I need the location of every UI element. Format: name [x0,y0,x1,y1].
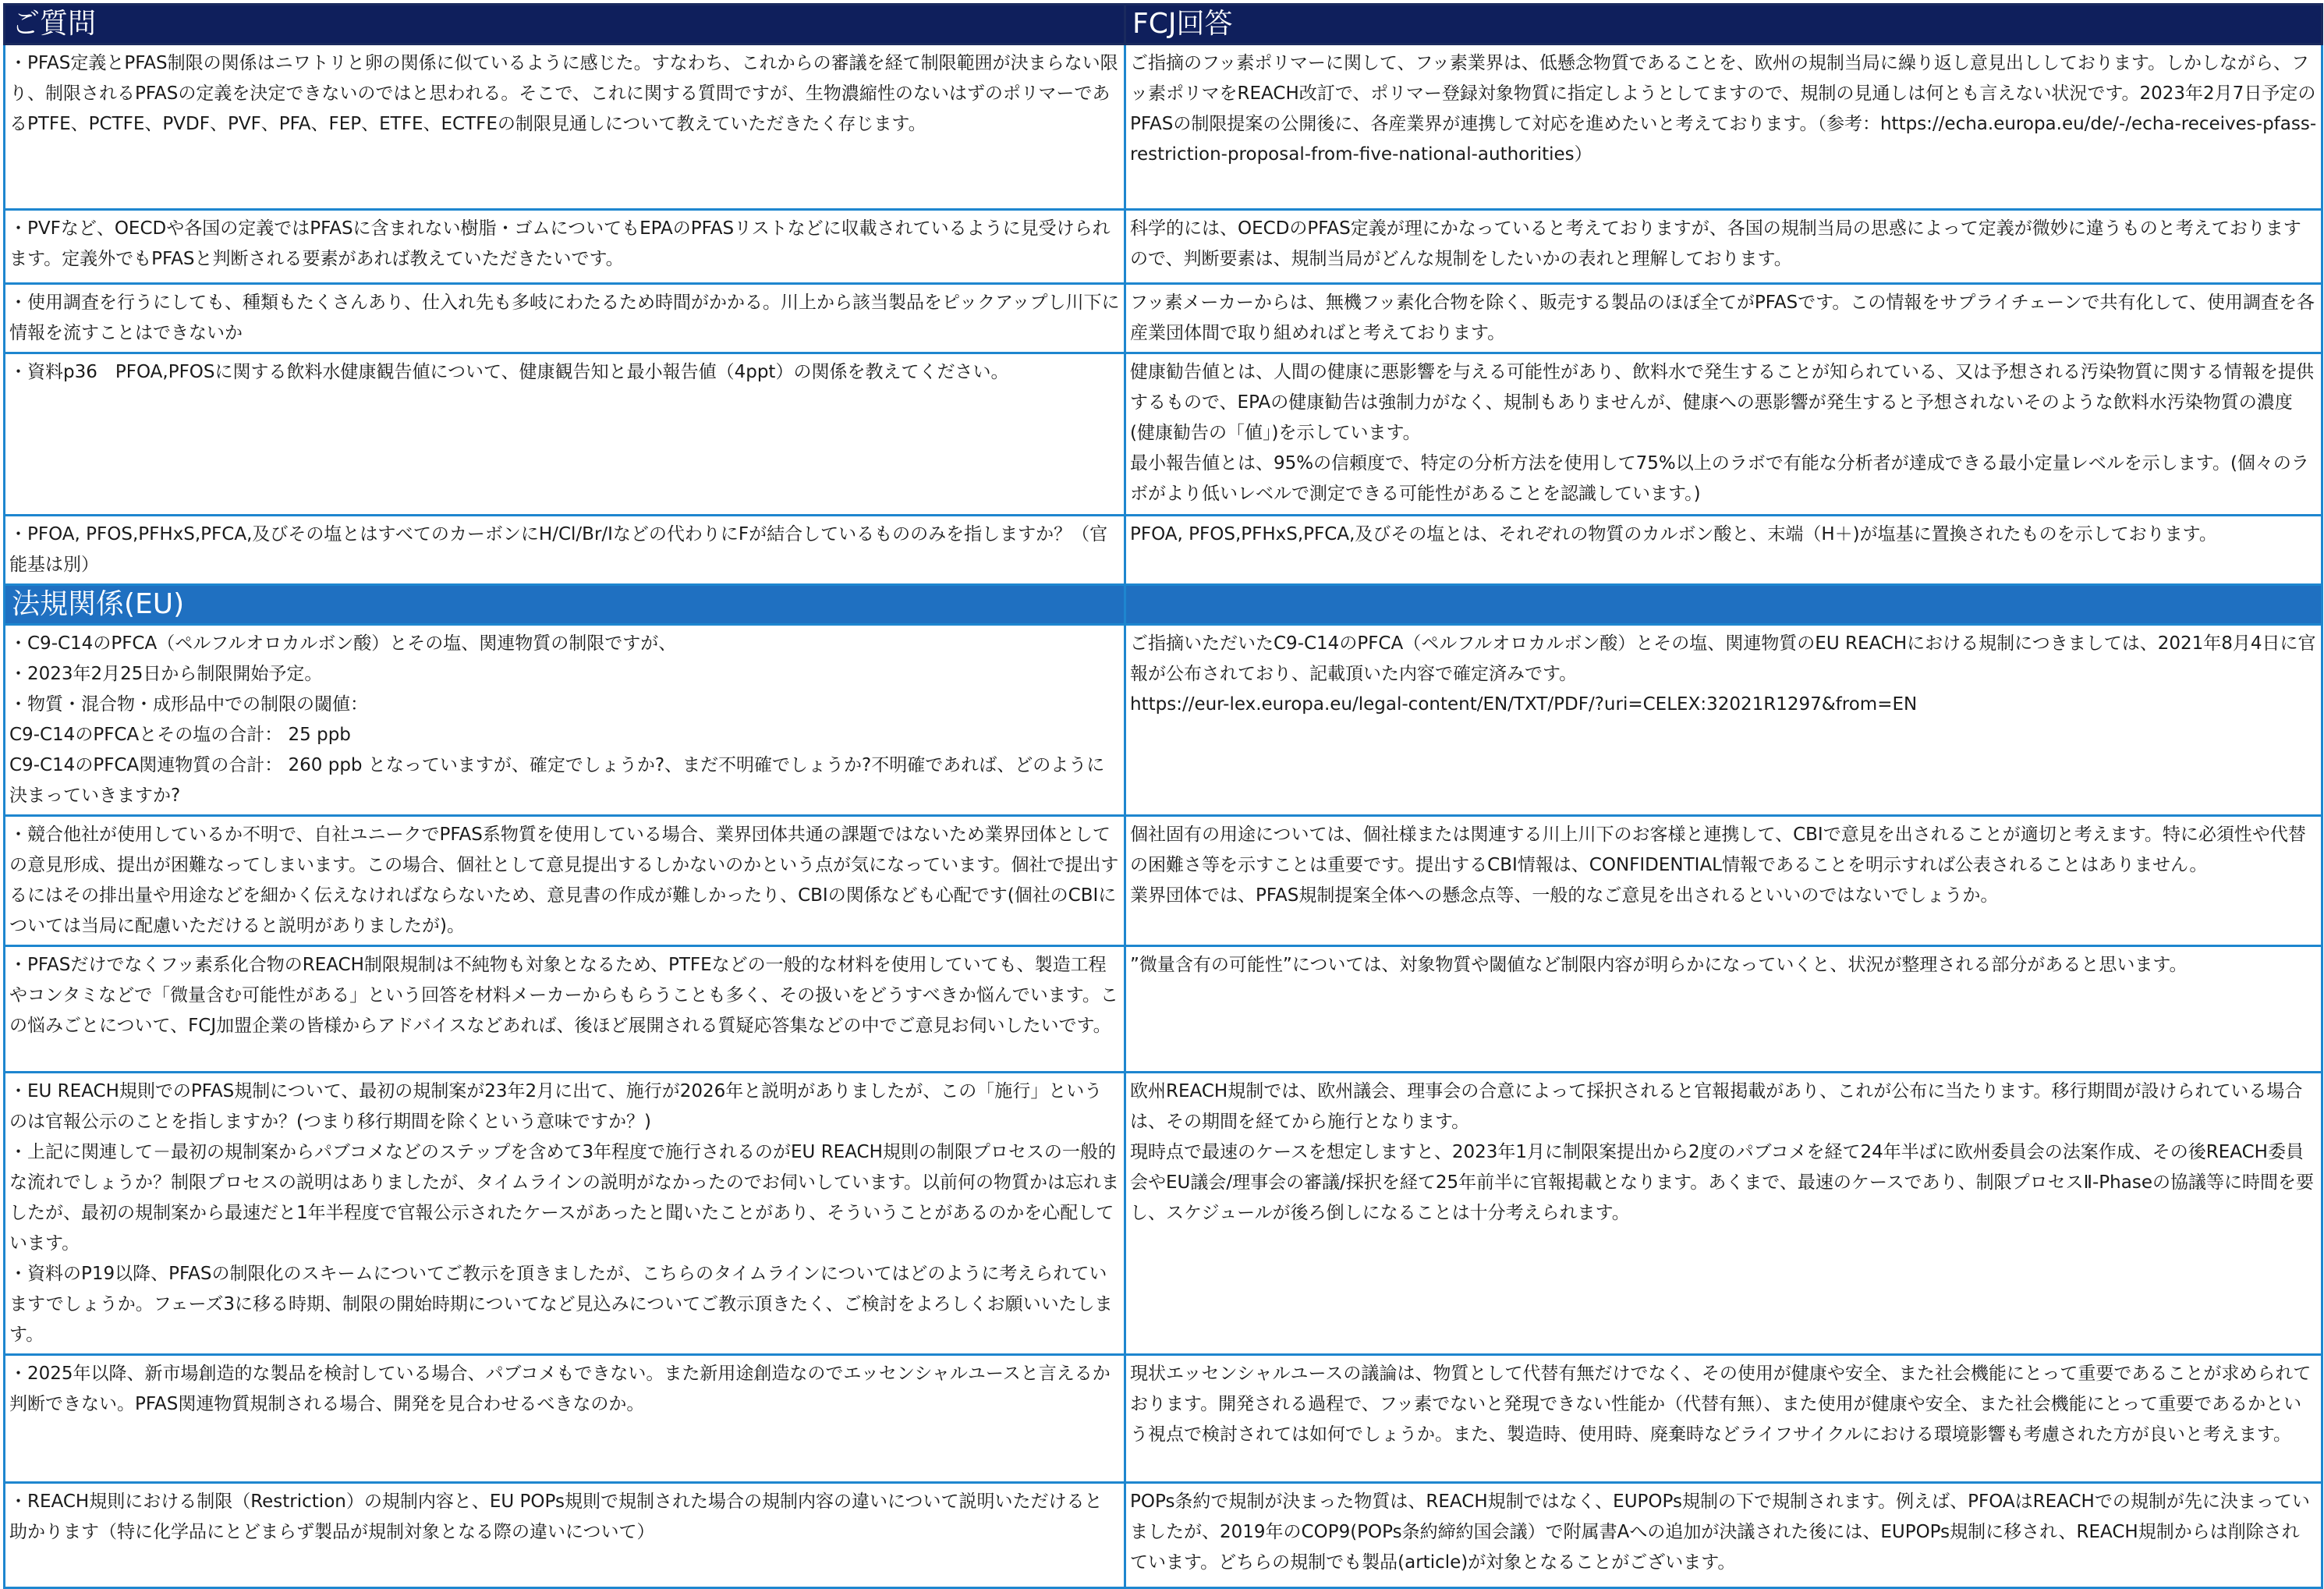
table-row [5,44,2322,210]
answer-cell: 健康勧告値とは、人間の健康に悪影響を与える可能性があり、飲料水で発生することが知られている、又は予想される汚染物質に関する情報を提供するもので、EPAの健康勧告は強制力がなく、規制もありませんが、健康への悪影響が発生すると予想されないそのような飲料水汚染物質の濃度(健康勧告の「値」)を示しています。 最小報告値とは、95%の信頼度で、特定の分析方法を使用して75%以上のラボで有能な分析者が達成できる最小定量レベルを示します。(個々のラボがより低いレベルで測定できる可能性があることを認識しています。) [1125,353,2322,516]
table-row [5,946,2322,1073]
answer-cell: 現状エッセンシャルユースの議論は、物質として代替有無だけでなく、その使用が健康や安全、また社会機能にとって重要であることが求められております。開発される過程で、フッ素でないと発現できない性能か（代替有無）、また使用が健康や安全、また社会機能にとって重要であるかという視点で検討されては如何でしょうか。また、製造時、使用時、廃棄時などライフサイクルにおける環境影響も考慮された方が良いと考えます。 [1125,1355,2322,1483]
qa-table-body [5,5,2322,1588]
qa-sheet [3,3,2321,1589]
question-cell: ・REACH規則における制限（Restriction）の規制内容と、EU POPs規則で規制された場合の規制内容の違いについて説明いただけると助かります（特に化学品にとどまらず製品が規制対象となる際の違いについて） [5,1483,1125,1588]
table-row [5,816,2322,946]
answer-cell: POPs条約で規制が決まった物質は、REACH規制ではなく、EUPOPs規制の下で規制されます。例えば、PFOAはREACHでの規制が先に決まっていましたが、2019年のCOP9(POPs条約締約国会議）で附属書Aへの追加が決議された後には、EUPOPs規制に移され、REACH規制からは削除されています。どちらの規制でも製品(article)が対象となることがございます。 [1125,1483,2322,1588]
question-cell: ・2025年以降、新市場創造的な製品を検討している場合、パブコメもできない。また新用途創造なのでエッセンシャルユースと言えるか判断できない。PFAS関連物質規制される場合、開発を見合わせるべきなのか。 [5,1355,1125,1483]
table-row [5,353,2322,516]
answer-cell: 欧州REACH規制では、欧州議会、理事会の合意によって採択されると官報掲載があり、これが公布に当たります。移行期間が設けられている場合は、その期間を経てから施行となります。 現時点で最速のケースを想定しますと、2023年1月に制限案提出から2度のパブコメを経て24年半ばに欧州委員会の法案作成、その後REACH委員会やEU議会/理事会の審議/採択を経て25年前半に官報掲載となります。あくまで、最速のケースであり、制限プロセスⅡ-Phaseの協議等に時間を要し、スケジュールが後ろ倒しになることは十分考えられます。 [1125,1073,2322,1355]
question-cell: ・PFASだけでなくフッ素系化合物のREACH制限規制は不純物も対象となるため、PTFEなどの一般的な材料を使用していても、製造工程やコンタミなどで「微量含む可能性がある」という回答を材料メーカーからもらうことも多く、その扱いをどうすべきか悩んでいます。この悩みごとについて、FCJ加盟企業の皆様からアドバイスなどあれば、後ほど展開される質疑応答集などの中でご意見お伺いしたいです。 [5,946,1125,1073]
answer-cell: 個社固有の用途については、個社様または関連する川上川下のお客様と連携して、CBIで意見を出されることが適切と考えます。特に必須性や代替の困難さ等を示すことは重要です。提出するCBI情報は、CONFIDENTIAL情報であることを明示すれば公表されることはありません。 業界団体では、PFAS規制提案全体への懸念点等、一般的なご意見を出されるといいのではないでしょうか。 [1125,816,2322,946]
question-cell: ・競合他社が使用しているか不明で、自社ユニークでPFAS系物質を使用している場合、業界団体共通の課題ではないため業界団体としての意見形成、提出が困難なってしまいます。この場合、個社として意見提出するしかないのかという点が気になっています。個社で提出するにはその排出量や用途などを細かく伝えなければならないため、意見書の作成が難しかったり、CBIの関係なども心配です(個社のCBIについては当局に配慮いただけると説明がありましたが)。 [5,816,1125,946]
table-row [5,1073,2322,1355]
question-column-header: ご質問 [5,5,1125,44]
answer-column-header: FCJ回答 [1125,5,2322,44]
table-row [5,210,2322,284]
question-cell: ・C9-C14のPFCA（ペルフルオロカルボン酸）とその塩、関連物質の制限ですが、 ・2023年2月25日から制限開始予定。 ・物質・混合物・成形品中での制限の閾値： C9-C14のPFCAとその塩の合計： 25 ppb C9-C14のPFCA関連物質の合計： 260 ppb となっていますが、確定でしょうか?、まだ不明確でしょうか?不明確であれば、どのように決まっていきますか? [5,625,1125,816]
section-header-row [5,585,2322,625]
answer-cell: 科学的には、OECDのPFAS定義が理にかなっていると考えておりますが、各国の規制当局の思惑によって定義が微妙に違うものと考えておりますので、判断要素は、規制当局がどんな規制をしたいかの表れと理解しております。 [1125,210,2322,284]
qa-table [3,3,2323,1589]
question-cell: ・資料p36 PFOA,PFOSに関する飲料水健康観告値について、健康観告知と最小報告値（4ppt）の関係を教えてください。 [5,353,1125,516]
question-cell: ・PFAS定義とPFAS制限の関係はニワトリと卵の関係に似ているように感じた。すなわち、これからの審議を経て制限範囲が決まらない限り、制限されるPFASの定義を決定できないのではと思われる。そこで、これに関する質問ですが、生物濃縮性のないはずのポリマーであるPTFE、PCTFE、PVDF、PVF、PFA、FEP、ETFE、ECTFEの制限見通しについて教えていただきたく存じます。 [5,44,1125,210]
section-title: 法規関係(EU) [5,585,1125,625]
section-title-blank [1125,585,2322,625]
table-row [5,1483,2322,1588]
table-row [5,1355,2322,1483]
answer-cell: ご指摘いただいたC9-C14のPFCA（ペルフルオロカルボン酸）とその塩、関連物質のEU REACHにおける規制につきましては、2021年8月4日に官報が公布されており、記載頂いた内容で確定済みです。 https://eur-lex.europa.eu/legal-content/EN/TXT/PDF/?uri=CELEX:32021R1297&from=EN [1125,625,2322,816]
question-cell: ・使用調査を行うにしても、種類もたくさんあり、仕入れ先も多岐にわたるため時間がかかる。川上から該当製品をピックアップし川下に情報を流すことはできないか [5,284,1125,353]
table-row [5,625,2322,816]
answer-cell: ”微量含有の可能性”については、対象物質や閾値など制限内容が明らかになっていくと、状況が整理される部分があると思います。 [1125,946,2322,1073]
question-cell: ・EU REACH規則でのPFAS規制について、最初の規制案が23年2月に出て、施行が2026年と説明がありましたが、この「施行」というのは官報公示のことを指しますか？(つまり移行期間を除くという意味ですか？) ・上記に関連して－最初の規制案からパブコメなどのステップを含めて3年程度で施行されるのがEU REACH規則の制限プロセスの一般的な流れでしょうか？制限プロセスの説明はありましたが、タイムラインの説明がなかったのでお伺いしています。以前何の物質かは忘れましたが、最初の規制案から最速だと1年半程度で官報公示されたケースがあったと聞いたことがあり、そういうことがあるのかを心配しています。 ・資料のP19以降、PFASの制限化のスキームについてご教示を頂きましたが、こちらのタイムラインについてはどのように考えられていますでしょうか。フェーズ3に移る時期、制限の開始時期についてなど見込みについてご教示頂きたく、ご検討をよろしくお願いいたします。 [5,1073,1125,1355]
question-cell: ・PVFなど、OECDや各国の定義ではPFASに含まれない樹脂・ゴムについてもEPAのPFASリストなどに収載されているように見受けられます。定義外でもPFASと判断される要素があれば教えていただきたいです。 [5,210,1125,284]
answer-cell: フッ素メーカーからは、無機フッ素化合物を除く、販売する製品のほぼ全てがPFASです。この情報をサプライチェーンで共有化して、使用調査を各産業団体間で取り組めればと考えております。 [1125,284,2322,353]
answer-cell: PFOA, PFOS,PFHxS,PFCA,及びその塩とは、それぞれの物質のカルボン酸と、末端（H＋)が塩基に置換されたものを示しております。 [1125,516,2322,585]
table-row [5,516,2322,585]
table-header-row [5,5,2322,44]
question-cell: ・PFOA, PFOS,PFHxS,PFCA,及びその塩とはすべてのカーボンにH/Cl/Br/Iなどの代わりにFが結合しているもののみを指しますか？（官能基は別） [5,516,1125,585]
answer-cell: ご指摘のフッ素ポリマーに関して、フッ素業界は、低懸念物質であることを、欧州の規制当局に繰り返し意見出ししております。しかしながら、フッ素ポリマをREACH改訂で、ポリマー登録対象物質に指定しようとしてますので、規制の見通しは何とも言えない状況です。2023年2月7日予定のPFASの制限提案の公開後に、各産業界が連携して対応を進めたいと考えております。（参考：https://echa.europa.eu/de/-/echa-receives-pfass-restriction-proposal-from-five-national-authorities） [1125,44,2322,210]
table-row [5,284,2322,353]
